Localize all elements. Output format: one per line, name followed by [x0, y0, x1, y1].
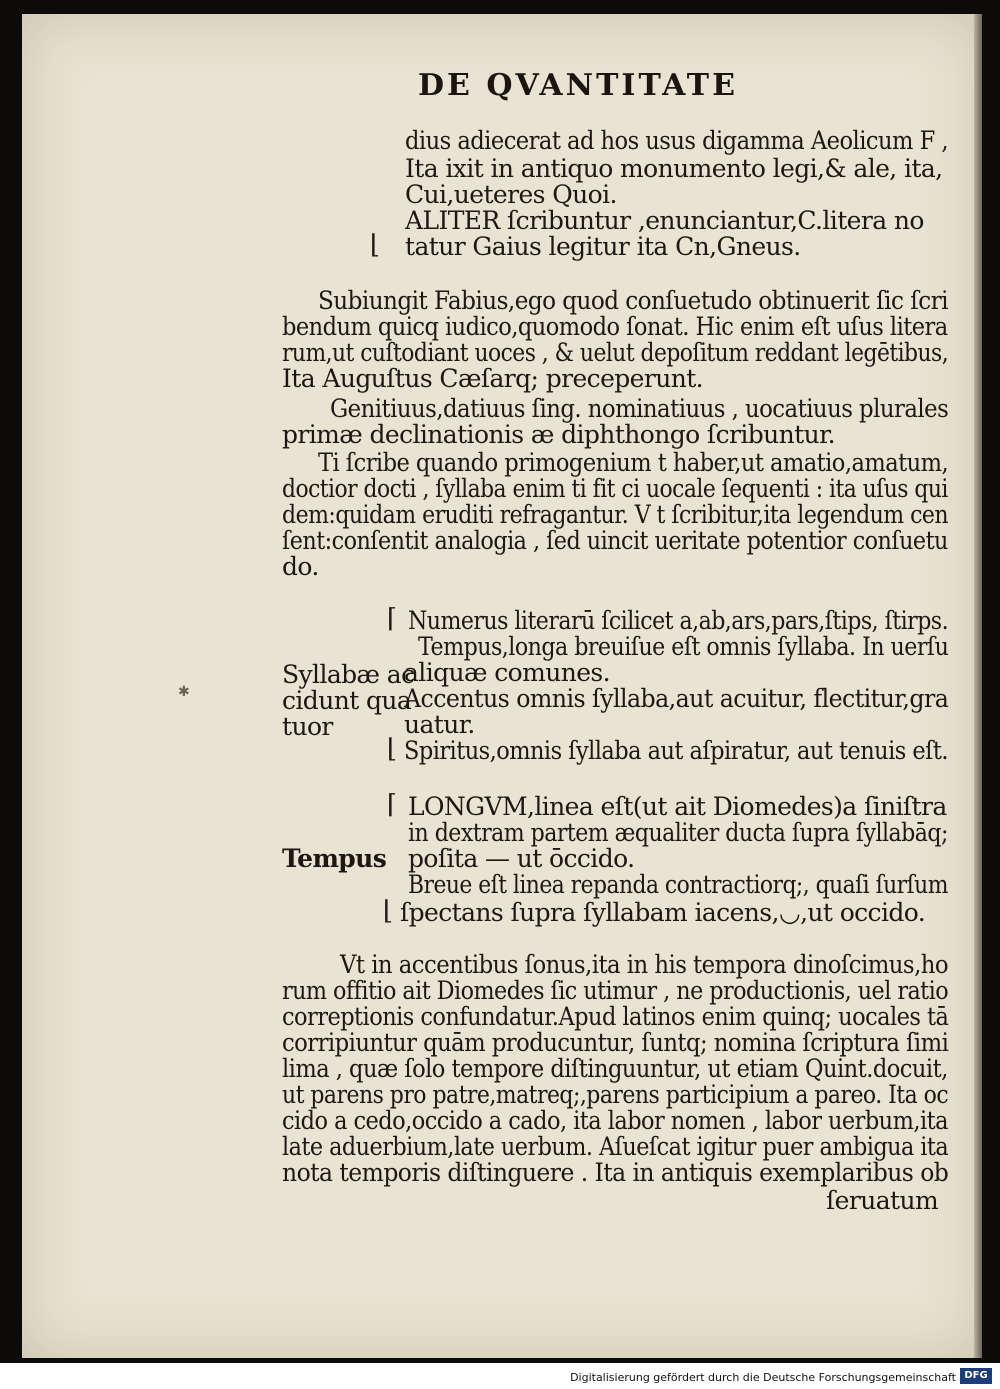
- side-label: Tempus: [282, 844, 387, 873]
- margin-ornament: ✱: [178, 684, 190, 700]
- text-line: Numerus literarū ſcilicet a,ab,ars,pars,ſtips, ſtirps.: [408, 606, 949, 635]
- text-line: Accentus omnis ſyllaba,aut acuitur, flectitur,gra: [404, 684, 949, 713]
- brace-bottom: ⌊: [387, 734, 398, 764]
- text-line: doctior docti , ſyllaba enim ti fit ci uocale ſequenti : ita uſus qui: [282, 474, 948, 503]
- text-line: Breue eſt linea repanda contractiorq;, quaſi ſurſum: [408, 870, 948, 899]
- text-line: late aduerbium,late uerbum. Aſueſcat igitur puer ambigua ita: [282, 1132, 949, 1161]
- text-line: Cui,ueteres Quoi.: [405, 180, 617, 209]
- text-line: ſeruatum: [826, 1186, 939, 1215]
- text-line: ut parens pro patre,matreq;,parens participium a pareo. Ita oc: [282, 1080, 949, 1109]
- brace-top: ⌈: [387, 790, 398, 820]
- text-line: in dextram partem æqualiter ducta ſupra ſyllabāq;: [408, 818, 948, 847]
- text-line: aliquæ comunes.: [404, 658, 610, 687]
- text-line: Vt in accentibus ſonus,ita in his tempora dinoſcimus,ho: [340, 950, 949, 979]
- text-line: Tempus,longa breuiſue eſt omnis ſyllaba. In uerſu: [418, 632, 949, 661]
- text-line: Subiungit Fabius,ego quod conſuetudo obtinuerit ſic ſcri: [318, 286, 948, 315]
- text-line: Ita ixit in antiquo monumento legi,& ale, ita,: [405, 154, 943, 183]
- text-line: cido a cedo,occido a cado, ita labor nomen , labor uerbum,ita: [282, 1106, 948, 1135]
- text-line: rum offitio ait Diomedes ſic utimur , ne productionis, uel ratio: [282, 976, 949, 1005]
- text-line: Ti ſcribe quando primogenium t haber,ut amatio,amatum,: [318, 448, 949, 477]
- footer-bar: [0, 1363, 1000, 1389]
- text-line: Ita Auguſtus Cæſarq; preceperunt.: [282, 364, 704, 393]
- text-line: ſent:conſentit analogia , ſed uincit ueritate potentior conſuetu: [282, 526, 948, 555]
- text-line: rum,ut cuſtodiant uoces , & uelut depoſitum reddant legētibus,: [282, 338, 949, 367]
- text-line: Spiritus,omnis ſyllaba aut aſpiratur, aut tenuis eſt.: [404, 736, 948, 765]
- text-line: bendum quicq iudico,quomodo ſonat. Hic enim eſt uſus litera: [282, 312, 948, 341]
- text-line: nota temporis diſtinguere . Ita in antiquis exemplaribus ob: [282, 1158, 949, 1187]
- text-line: LONGVM,linea eſt(ut ait Diomedes)a ſiniſtra: [408, 792, 947, 821]
- side-label: tuor: [282, 712, 333, 741]
- side-label: cidunt qua: [282, 686, 412, 715]
- text-line: ſpectans ſupra ſyllabam iacens,◡,ut occido.: [400, 898, 926, 927]
- text-line: tatur Gaius legitur ita Cn,Gneus.: [405, 232, 801, 261]
- text-line: dius adiecerat ad hos usus digamma Aeolicum F ,: [405, 126, 949, 155]
- side-label: Syllabæ ac: [282, 660, 415, 689]
- text-line: do.: [282, 552, 319, 581]
- text-line: primæ declinationis æ diphthongo ſcribuntur.: [282, 420, 836, 449]
- text-line: correptionis confundatur.Apud latinos enim quinq; uocales tā: [282, 1002, 949, 1031]
- text-line: poſita — ut ōccido.: [408, 844, 635, 873]
- brace-mark: ⌊: [370, 230, 381, 260]
- text-line: dem:quidam eruditi refragantur. V t ſcribitur,ita legendum cen: [282, 500, 949, 529]
- text-line: lima , quæ ſolo tempore diſtinguuntur, ut etiam Quint.docuit,: [282, 1054, 948, 1083]
- page-heading: DE QVANTITATE: [418, 68, 738, 103]
- brace-bottom: ⌊: [383, 896, 394, 926]
- text-line: uatur.: [404, 710, 475, 739]
- page-edge: [974, 14, 982, 1358]
- funding-notice: Digitalisierung gefördert durch die Deutsche Forschungsgemeinschaft: [570, 1371, 956, 1384]
- text-line: Genitiuus,datiuus ſing. nominatiuus , uocatiuus plurales: [330, 394, 949, 423]
- dfg-logo: DFG: [960, 1368, 992, 1384]
- text-line: ALITER ſcribuntur ,enunciantur,C.litera no: [405, 206, 924, 235]
- brace-top: ⌈: [387, 604, 398, 634]
- text-line: corripiuntur quām producuntur, ſuntq; nomina ſcriptura ſimi: [282, 1028, 949, 1057]
